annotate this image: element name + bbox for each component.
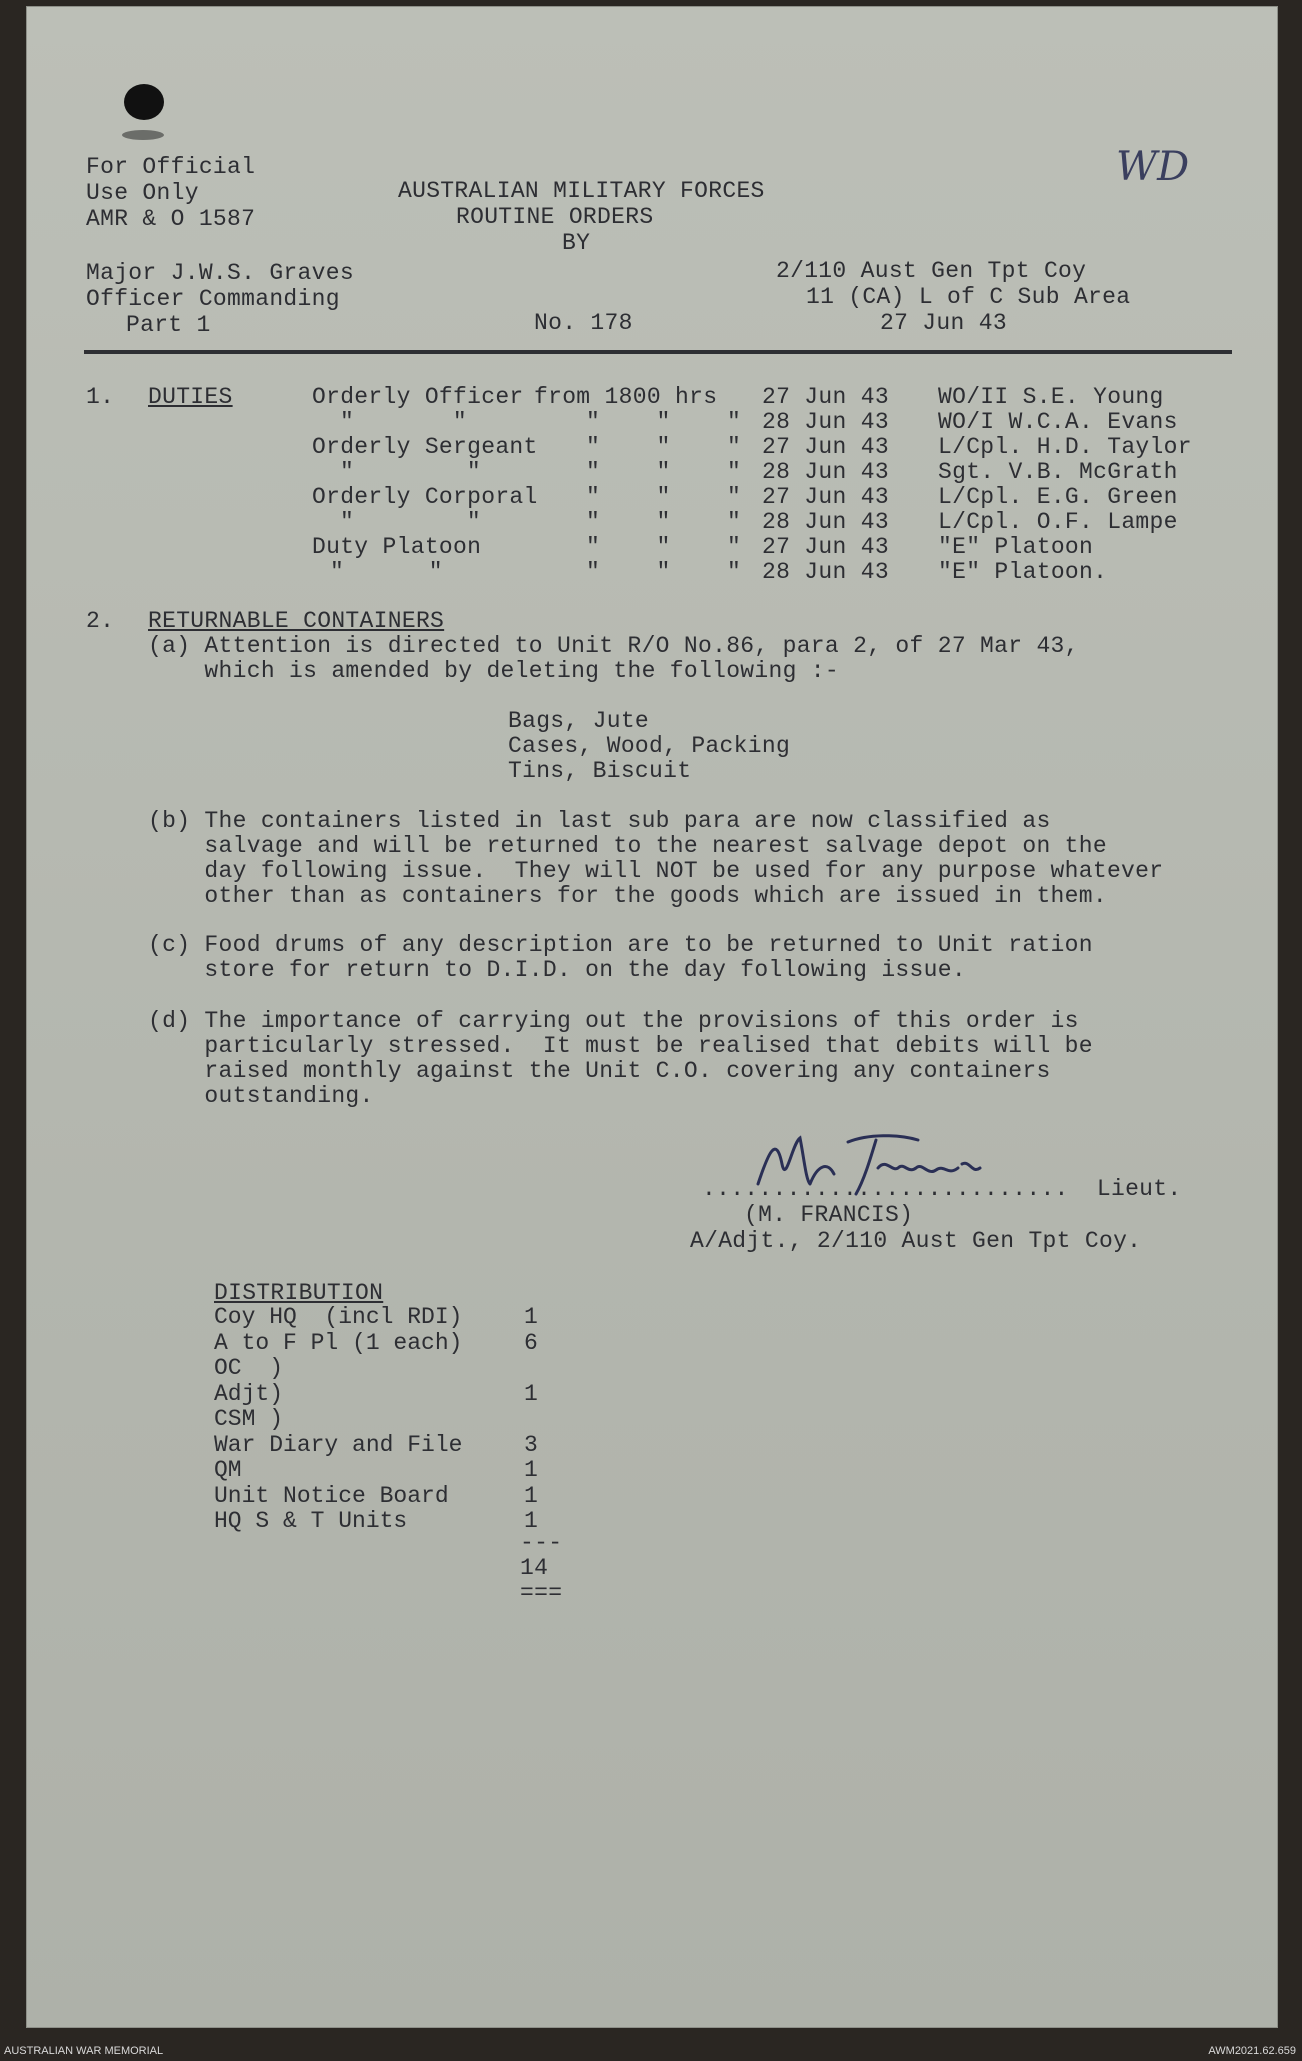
duty-from: " " " — [586, 434, 742, 460]
distribution-table — [214, 1305, 538, 1535]
para-d-line-3: raised monthly against the Unit C.O. covering any containers — [148, 1058, 1051, 1084]
dist-label: OC ) — [214, 1355, 284, 1381]
para-c-line-2: store for return to D.I.D. on the day following issue. — [148, 957, 966, 983]
signature-name: (M. FRANCIS) — [744, 1202, 914, 1228]
container-item: Bags, Jute — [508, 708, 650, 734]
dist-label: QM — [214, 1457, 242, 1483]
duty-person: L/Cpl. E.G. Green — [938, 484, 1178, 510]
punch-hole — [124, 84, 164, 120]
duty-role: " " — [340, 509, 482, 535]
duty-from: " " " — [586, 534, 742, 560]
header-rule — [84, 350, 1232, 354]
para-d-line-4: outstanding. — [148, 1083, 374, 1109]
duty-from: " " " — [586, 559, 742, 585]
containers-number: 2. — [86, 608, 115, 634]
dist-label: A to F Pl (1 each) — [214, 1329, 463, 1356]
punch-hole-shadow — [122, 130, 164, 140]
duty-date: 28 Jun 43 — [762, 559, 889, 585]
title-line-3: BY — [562, 230, 591, 256]
para-d-line-1: (d) The importance of carrying out the provisions of this order is — [148, 1008, 1079, 1034]
official-line-2: Use Only — [86, 180, 199, 206]
footer-right: AWM2021.62.659 — [1208, 2045, 1296, 2057]
official-line-1: For Official — [86, 154, 256, 180]
duty-person: L/Cpl. O.F. Lampe — [938, 509, 1178, 535]
para-b-line-3: day following issue. They will NOT be used for any purpose whatever — [148, 858, 1164, 884]
para-a-line-1: (a) Attention is directed to Unit R/O No.86, para 2, of 27 Mar 43, — [148, 633, 1079, 659]
duty-person: WO/I W.C.A. Evans — [938, 409, 1178, 435]
duty-date: 27 Jun 43 — [762, 434, 889, 460]
official-line-3: AMR & O 1587 — [86, 206, 256, 232]
duty-date: 27 Jun 43 — [762, 384, 889, 410]
table-row — [214, 1305, 538, 1331]
duty-date: 27 Jun 43 — [762, 534, 889, 560]
dist-qty: 6 — [524, 1329, 538, 1356]
handwritten-mark: WD — [1116, 144, 1190, 190]
table-row — [214, 1509, 538, 1535]
duty-role: Duty Platoon — [312, 534, 482, 560]
distribution-total: 14 — [520, 1555, 549, 1581]
duty-from: from 1800 hrs — [534, 384, 718, 410]
containers-heading: RETURNABLE CONTAINERS — [148, 608, 445, 634]
table-row — [214, 1331, 538, 1357]
title-line-2: ROUTINE ORDERS — [456, 204, 654, 230]
signature-title: A/Adjt., 2/110 Aust Gen Tpt Coy. — [690, 1228, 1142, 1254]
document-page — [26, 6, 1278, 2028]
dist-qty: 1 — [524, 1304, 538, 1330]
dist-qty: 3 — [524, 1431, 538, 1458]
duty-role: " " — [340, 409, 467, 435]
container-item: Tins, Biscuit — [508, 758, 692, 784]
unit-line-2: 11 (CA) L of C Sub Area — [806, 284, 1131, 310]
duty-person: Sgt. V.B. McGrath — [938, 459, 1178, 485]
duty-role: Orderly Sergeant — [312, 434, 538, 460]
dist-label: HQ S & T Units — [214, 1508, 408, 1534]
duty-person: WO/II S.E. Young — [938, 384, 1164, 410]
distribution-rule: --- — [520, 1530, 563, 1556]
distribution-heading: DISTRIBUTION — [214, 1280, 384, 1306]
para-d-line-2: particularly stressed. It must be realised that debits will be — [148, 1033, 1093, 1059]
commander-line-3: Part 1 — [126, 312, 211, 338]
duty-role: " " — [340, 459, 482, 485]
dist-label: CSM ) — [214, 1406, 284, 1432]
table-row — [214, 1382, 538, 1408]
dist-qty: 1 — [524, 1482, 538, 1509]
distribution-double-rule: === — [520, 1580, 563, 1606]
dist-label: Adjt) — [214, 1380, 284, 1407]
duty-from: " " " — [586, 484, 742, 510]
dist-label: Unit Notice Board — [214, 1482, 449, 1509]
para-b-line-1: (b) The containers listed in last sub para are now classified as — [148, 808, 1051, 834]
dist-qty — [524, 1356, 538, 1382]
duty-person: "E" Platoon — [938, 534, 1094, 560]
duty-date: 28 Jun 43 — [762, 509, 889, 535]
footer-left: AUSTRALIAN WAR MEMORIAL — [4, 2045, 164, 2057]
duty-from: " " " — [586, 509, 742, 535]
commander-line-2: Officer Commanding — [86, 286, 340, 312]
duty-role: Orderly Corporal — [312, 484, 538, 510]
signature-line: .......................... Lieut. — [702, 1176, 1182, 1202]
unit-line-3: 27 Jun 43 — [880, 310, 1007, 336]
duty-from: " " " — [586, 409, 742, 435]
duty-date: 27 Jun 43 — [762, 484, 889, 510]
duty-from: " " " — [586, 459, 742, 485]
order-number: No. 178 — [534, 310, 633, 336]
container-item: Cases, Wood, Packing — [508, 733, 791, 759]
duty-person: L/Cpl. H.D. Taylor — [938, 434, 1192, 460]
table-row — [214, 1433, 538, 1459]
dist-qty: 1 — [524, 1457, 538, 1483]
duty-date: 28 Jun 43 — [762, 409, 889, 435]
unit-line-1: 2/110 Aust Gen Tpt Coy — [776, 258, 1087, 284]
duty-date: 28 Jun 43 — [762, 459, 889, 485]
duty-role: " " — [330, 559, 443, 585]
dist-qty — [524, 1407, 538, 1433]
table-row — [214, 1356, 538, 1382]
duties-heading: DUTIES — [148, 384, 233, 410]
table-row — [214, 1407, 538, 1433]
para-b-line-2: salvage and will be returned to the nearest salvage depot on the — [148, 833, 1107, 859]
duties-number: 1. — [86, 384, 115, 410]
commander-line-1: Major J.W.S. Graves — [86, 260, 354, 286]
dist-label: Coy HQ (incl RDI) — [214, 1304, 463, 1330]
dist-label: War Diary and File — [214, 1431, 463, 1458]
para-c-line-1: (c) Food drums of any description are to be returned to Unit ration — [148, 932, 1093, 958]
title-line-1: AUSTRALIAN MILITARY FORCES — [398, 178, 765, 204]
para-b-line-4: other than as containers for the goods which are issued in them. — [148, 883, 1107, 909]
duty-person: "E" Platoon. — [938, 559, 1108, 585]
dist-qty: 1 — [524, 1380, 538, 1407]
dist-qty: 1 — [524, 1508, 538, 1534]
table-row — [214, 1458, 538, 1484]
duty-role: Orderly Officer — [312, 384, 524, 410]
table-row — [214, 1484, 538, 1510]
para-a-line-2: which is amended by deleting the following :- — [148, 658, 840, 684]
